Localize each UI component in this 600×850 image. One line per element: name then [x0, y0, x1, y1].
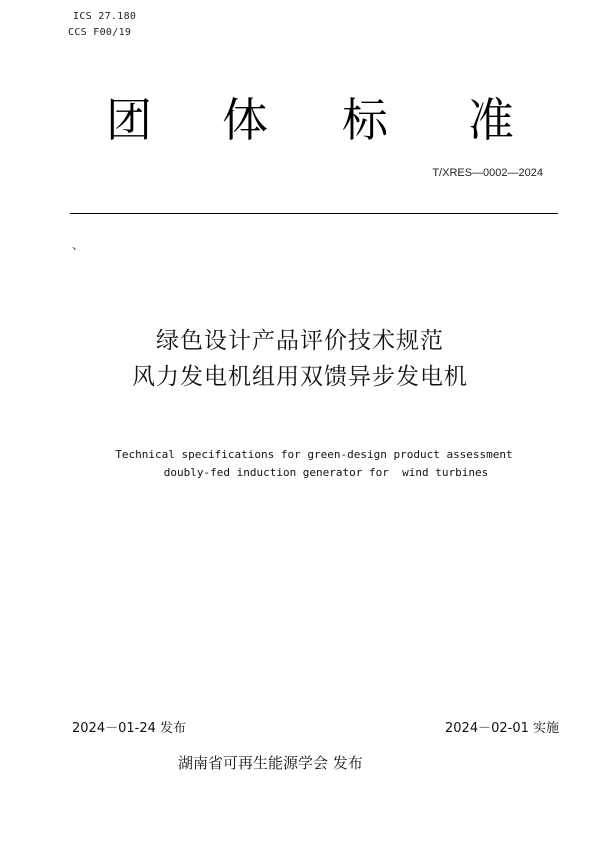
implementation-date: 2024－02-01 实施 [445, 721, 559, 736]
header-divider [70, 213, 558, 214]
document-type-title [0, 92, 600, 148]
publish-date: 2024－01-24 发布 [72, 721, 186, 736]
title-char-1: 团 [106, 93, 152, 147]
title-char-3: 标 [342, 93, 388, 147]
title-char-4: 准 [468, 93, 514, 147]
chinese-title-line-2: 风力发电机组用双馈异步发电机 [132, 364, 468, 390]
ics-code: ICS 27.180 [73, 11, 137, 22]
title-char-2: 体 [222, 93, 268, 147]
publisher: 湖南省可再生能源学会 发布 [178, 754, 363, 772]
english-title-line-2: doubly-fed induction generator for wind turbines [163, 466, 489, 479]
stray-mark: 、 [72, 238, 85, 252]
ccs-code: CCS F00/19 [68, 27, 132, 38]
standard-number: T/XRES—0002—2024 [432, 167, 543, 179]
chinese-title-line-1: 绿色设计产品评价技术规范 [156, 328, 444, 354]
english-title-line-1: Technical specifications for green-design product assessment [115, 448, 513, 461]
